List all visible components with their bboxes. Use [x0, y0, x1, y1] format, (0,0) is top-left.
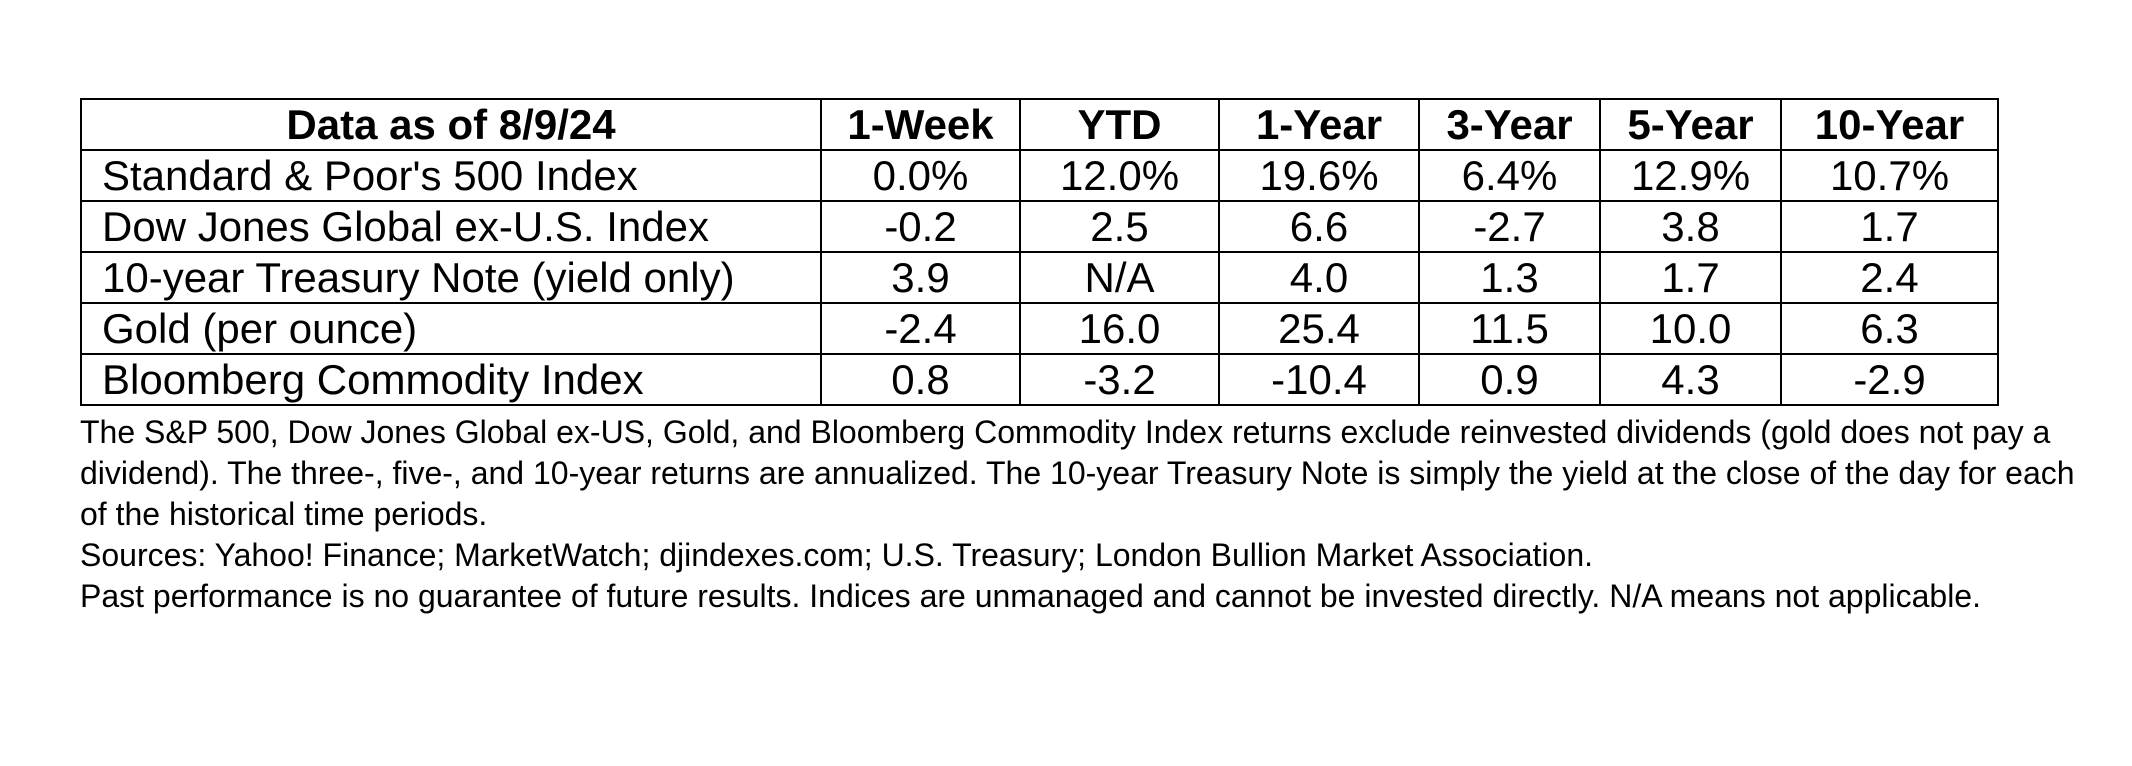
cell-value: -10.4	[1219, 354, 1419, 405]
header-1-year: 1-Year	[1219, 99, 1419, 150]
footnotes	[80, 412, 2090, 617]
cell-value: 10.7%	[1781, 150, 1998, 201]
header-1-week: 1-Week	[821, 99, 1020, 150]
cell-value: 6.3	[1781, 303, 1998, 354]
row-label: Gold (per ounce)	[81, 303, 821, 354]
table-row	[81, 303, 1998, 354]
cell-value: 4.3	[1600, 354, 1781, 405]
cell-value: 25.4	[1219, 303, 1419, 354]
row-label: Dow Jones Global ex-U.S. Index	[81, 201, 821, 252]
cell-value: 19.6%	[1219, 150, 1419, 201]
table-row	[81, 150, 1998, 201]
cell-value: -2.9	[1781, 354, 1998, 405]
table-row	[81, 201, 1998, 252]
cell-value: 2.5	[1020, 201, 1219, 252]
sources-note: Sources: Yahoo! Finance; MarketWatch; djindexes.com; U.S. Treasury; London Bullion Market Association.	[80, 537, 1594, 573]
table-row	[81, 252, 1998, 303]
cell-value: 1.7	[1600, 252, 1781, 303]
cell-value: -0.2	[821, 201, 1020, 252]
cell-value: -2.7	[1419, 201, 1600, 252]
cell-value: 1.3	[1419, 252, 1600, 303]
cell-value: 11.5	[1419, 303, 1600, 354]
market-returns-document	[80, 98, 2090, 617]
cell-value: 1.7	[1781, 201, 1998, 252]
table-row	[81, 354, 1998, 405]
row-label: Bloomberg Commodity Index	[81, 354, 821, 405]
table-header-row	[81, 99, 1998, 150]
header-10-year: 10-Year	[1781, 99, 1998, 150]
row-label: 10-year Treasury Note (yield only)	[81, 252, 821, 303]
cell-value: N/A	[1020, 252, 1219, 303]
cell-value: 10.0	[1600, 303, 1781, 354]
cell-value: 6.4%	[1419, 150, 1600, 201]
cell-value: 12.9%	[1600, 150, 1781, 201]
header-5-year: 5-Year	[1600, 99, 1781, 150]
cell-value: 6.6	[1219, 201, 1419, 252]
header-ytd: YTD	[1020, 99, 1219, 150]
header-3-year: 3-Year	[1419, 99, 1600, 150]
cell-value: 2.4	[1781, 252, 1998, 303]
row-label: Standard & Poor's 500 Index	[81, 150, 821, 201]
methodology-note: The S&P 500, Dow Jones Global ex-US, Gold, and Bloomberg Commodity Index returns exclude reinvested dividends (gold does not pay a dividend). The three-, five-, and 10-year returns are annualized. The 10-year Treasury Note is simply the yield at the close of the day for each of the historical time periods.	[80, 414, 2075, 532]
cell-value: 3.8	[1600, 201, 1781, 252]
disclaimer-note: Past performance is no guarantee of future results. Indices are unmanaged and cannot be invested directly. N/A means not applicable.	[80, 578, 1981, 614]
cell-value: 0.9	[1419, 354, 1600, 405]
cell-value: 12.0%	[1020, 150, 1219, 201]
cell-value: 0.0%	[821, 150, 1020, 201]
cell-value: -2.4	[821, 303, 1020, 354]
cell-value: 0.8	[821, 354, 1020, 405]
cell-value: 3.9	[821, 252, 1020, 303]
cell-value: -3.2	[1020, 354, 1219, 405]
header-date: Data as of 8/9/24	[81, 99, 821, 150]
cell-value: 4.0	[1219, 252, 1419, 303]
market-returns-table	[80, 98, 1999, 406]
cell-value: 16.0	[1020, 303, 1219, 354]
